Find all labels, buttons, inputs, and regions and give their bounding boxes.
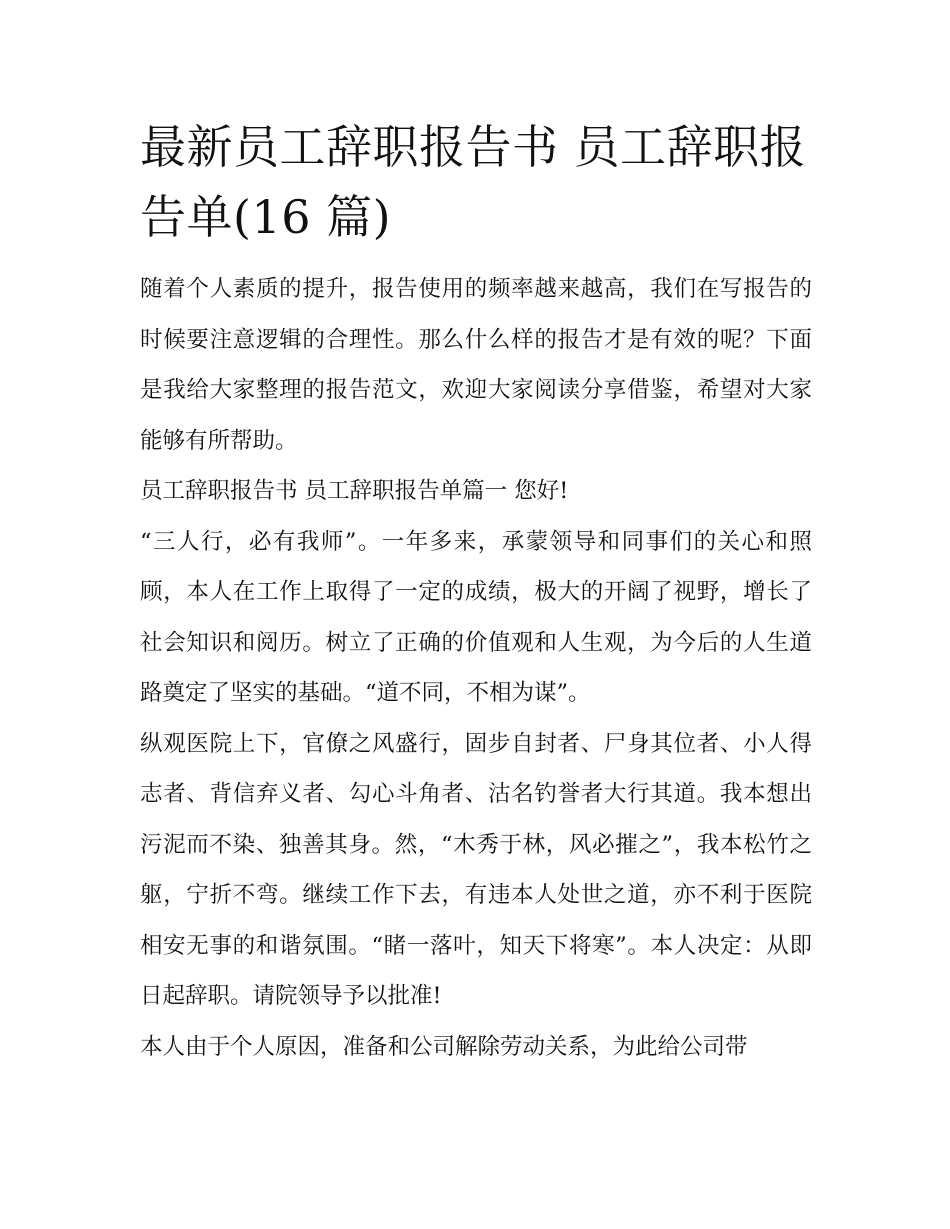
document-body <box>140 264 812 1072</box>
paragraph-gratitude: “三人行，必有我师”。一年多来，承蒙领导和同事们的关心和照顾，本人在工作上取得了一定的成绩，极大的开阔了视野，增长了社会知识和阅历。树立了正确的价值观和人生观，为今后的人生道路奠定了坚实的基础。“道不同，不相为谋”。 <box>140 528 812 706</box>
paragraph-intro: 随着个人素质的提升，报告使用的频率越来越高，我们在写报告的时候要注意逻辑的合理性。那么什么样的报告才是有效的呢？下面是我给大家整理的报告范文，欢迎大家阅读分享借鉴，希望对大家能够有所帮助。 <box>140 276 812 454</box>
document-content <box>140 112 812 1072</box>
document-title: 最新员工辞职报告书 员工辞职报告单(16 篇) <box>140 120 807 244</box>
paragraph-section-heading: 员工辞职报告书 员工辞职报告单篇一 您好! <box>140 478 569 504</box>
paragraph-second-letter: 本人由于个人原因，准备和公司解除劳动关系，为此给公司带 <box>140 1033 748 1060</box>
paragraph-reason: 纵观医院上下，官僚之风盛行，固步自封者、尸身其位者、小人得志者、背信弃义者、勾心斗角者、沽名钓誉者大行其道。我本想出污泥而不染、独善其身。然，“木秀于林，风必摧之”，我本松竹之躯，宁折不弯。继续工作下去，有违本人处世之道，亦不利于医院相安无事的和谐氛围。“睹一落叶，知天下将寒”。本人决定：从即日起辞职。请院领导予以批准! <box>140 730 812 1009</box>
